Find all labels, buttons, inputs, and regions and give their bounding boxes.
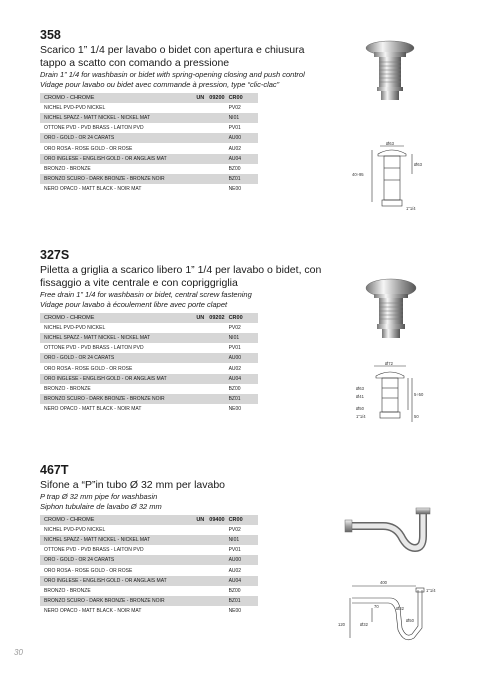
dim-label: 50 xyxy=(414,414,419,419)
title-italian: Sifone a “P”in tubo Ø 32 mm per lavabo xyxy=(40,479,226,491)
finish-name: NICHEL SPAZZ - MATT NICKEL - NICKEL MAT xyxy=(40,333,167,343)
table-row xyxy=(40,133,258,143)
table-row xyxy=(40,535,258,545)
title-french: Vidage pour lavabo à écoulement libre avec porte clapet xyxy=(40,300,228,309)
finish-name: ORO INGLESE - ENGLISH GOLD - OR ANGLAIS MAT xyxy=(40,374,167,384)
finish-suffix: BZ00 xyxy=(229,384,258,394)
dim-label: Ø63 xyxy=(414,162,422,167)
finish-name: ORO ROSA - ROSE GOLD - OR ROSE xyxy=(40,565,167,575)
finish-name: CROMO - CHROME xyxy=(40,313,167,323)
dim-label: 40÷95 xyxy=(352,172,364,177)
dim-label: Ø50 xyxy=(406,618,414,623)
table-row xyxy=(40,555,258,565)
finish-suffix: AU00 xyxy=(229,133,258,143)
finish-name: ORO INGLESE - ENGLISH GOLD - OR ANGLAIS MAT xyxy=(40,154,167,164)
dim-label: 120 xyxy=(338,622,345,627)
finish-name: BRONZO SCURO - DARK BRONZE - BRONZE NOIR xyxy=(40,596,167,606)
dim-label: Ø32 xyxy=(360,622,368,627)
finish-name: ORO INGLESE - ENGLISH GOLD - OR ANGLAIS MAT xyxy=(40,576,167,586)
finish-name: NICHEL PVD-PVD NICKEL xyxy=(40,323,167,333)
finish-suffix: AU02 xyxy=(229,565,258,575)
finish-name: NERO OPACO - MATT BLACK - NOIR MAT xyxy=(40,184,167,194)
dim-label: Ø32 xyxy=(396,606,404,611)
grid-drain-photo xyxy=(362,276,420,340)
finish-suffix: CR00 xyxy=(229,515,258,525)
table-row xyxy=(40,384,258,394)
finish-suffix: BZ01 xyxy=(229,394,258,404)
finish-suffix: PV01 xyxy=(229,123,258,133)
finish-suffix: CR00 xyxy=(229,313,258,323)
finish-name: OTTONE PVD - PVD BRASS - LAITON PVD xyxy=(40,545,167,555)
p-trap-photo xyxy=(343,506,438,566)
table-row xyxy=(40,515,258,525)
table-row xyxy=(40,404,258,414)
finish-name: BRONZO - BRONZE xyxy=(40,384,167,394)
finish-suffix: NE00 xyxy=(229,184,258,194)
table-row xyxy=(40,394,258,404)
finish-suffix: NI01 xyxy=(229,333,258,343)
product-code: 358 xyxy=(40,28,61,42)
finish-suffix: AU02 xyxy=(229,143,258,153)
dim-label: 1"1/4 xyxy=(356,414,366,419)
finish-suffix: PV02 xyxy=(229,525,258,535)
table-row xyxy=(40,353,258,363)
dim-label: 1"1/4 xyxy=(426,588,436,593)
finish-name: BRONZO SCURO - DARK BRONZE - BRONZE NOIR xyxy=(40,394,167,404)
title-english: Drain 1” 1/4 for washbasin or bidet with spring-opening closing and push control xyxy=(40,70,305,79)
product-code: 327S xyxy=(40,248,70,262)
table-row xyxy=(40,363,258,373)
finish-name: BRONZO - BRONZE xyxy=(40,164,167,174)
table-row xyxy=(40,525,258,535)
article-code: UN 09400 xyxy=(167,515,229,525)
finish-suffix: BZ00 xyxy=(229,164,258,174)
finish-suffix: AU04 xyxy=(229,374,258,384)
product-code: 467T xyxy=(40,463,69,477)
finish-name: OTTONE PVD - PVD BRASS - LAITON PVD xyxy=(40,343,167,353)
title-italian: Scarico 1” 1/4 per lavabo o bidet con apertura e chiusura tappo a scatto con comando a pressione xyxy=(40,44,305,69)
table-row xyxy=(40,586,258,596)
finish-suffix: AU02 xyxy=(229,363,258,373)
table-row xyxy=(40,576,258,586)
table-row xyxy=(40,174,258,184)
finish-suffix: BZ01 xyxy=(229,596,258,606)
finish-suffix: PV02 xyxy=(229,323,258,333)
title-english: Free drain 1” 1/4 for washbasin or bidet, central screw fastening xyxy=(40,290,252,299)
finish-name: ORO - GOLD - OR 24 CARATS xyxy=(40,133,167,143)
finish-table xyxy=(40,313,258,414)
finish-name: CROMO - CHROME xyxy=(40,515,167,525)
finish-table xyxy=(40,93,258,194)
finish-name: NICHEL PVD-PVD NICKEL xyxy=(40,103,167,113)
finish-name: CROMO - CHROME xyxy=(40,93,167,103)
finish-name: BRONZO SCURO - DARK BRONZE - BRONZE NOIR xyxy=(40,174,167,184)
dim-label: 400 xyxy=(380,580,387,585)
drain-photo xyxy=(360,38,420,102)
finish-table xyxy=(40,515,258,616)
title-english: P trap Ø 32 mm pipe for washbasin xyxy=(40,492,158,501)
table-row xyxy=(40,545,258,555)
table-row xyxy=(40,343,258,353)
finish-name: NICHEL SPAZZ - MATT NICKEL - NICKEL MAT xyxy=(40,535,167,545)
finish-suffix: AU00 xyxy=(229,353,258,363)
table-row xyxy=(40,103,258,113)
finish-name: NERO OPACO - MATT BLACK - NOIR MAT xyxy=(40,404,167,414)
finish-name: NICHEL SPAZZ - MATT NICKEL - NICKEL MAT xyxy=(40,113,167,123)
finish-suffix: BZ01 xyxy=(229,174,258,184)
finish-suffix: PV02 xyxy=(229,103,258,113)
finish-suffix: AU00 xyxy=(229,555,258,565)
dim-label: Ø50 xyxy=(356,406,364,411)
title-italian: Piletta a griglia a scarico libero 1” 1/4 per lavabo o bidet, con fissaggio a vite centrale e con copriggriglia xyxy=(40,264,322,289)
finish-name: ORO - GOLD - OR 24 CARATS xyxy=(40,555,167,565)
dim-label: Ø63 xyxy=(356,386,364,391)
finish-suffix: NE00 xyxy=(229,404,258,414)
table-row xyxy=(40,154,258,164)
article-code: UN 09202 xyxy=(167,313,229,323)
technical-drawing xyxy=(350,140,450,218)
table-row xyxy=(40,123,258,133)
finish-suffix: CR00 xyxy=(229,93,258,103)
finish-suffix: AU04 xyxy=(229,154,258,164)
table-row xyxy=(40,323,258,333)
table-row xyxy=(40,113,258,123)
title-french: Siphon tubulaire de lavabo Ø 32 mm xyxy=(40,502,162,511)
article-code: UN 09200 xyxy=(167,93,229,103)
finish-suffix: PV01 xyxy=(229,343,258,353)
dim-label: 1"1/4 xyxy=(406,206,416,211)
dim-label: 5÷50 xyxy=(414,392,424,397)
finish-name: NERO OPACO - MATT BLACK - NOIR MAT xyxy=(40,606,167,616)
technical-drawing xyxy=(352,360,452,438)
finish-name: OTTONE PVD - PVD BRASS - LAITON PVD xyxy=(40,123,167,133)
table-row xyxy=(40,596,258,606)
finish-suffix: NE00 xyxy=(229,606,258,616)
table-row xyxy=(40,313,258,323)
finish-suffix: NI01 xyxy=(229,535,258,545)
table-row xyxy=(40,164,258,174)
title-french: Vidage pour lavabo ou bidet avec commande à pression, type “clic-clac” xyxy=(40,80,280,89)
table-row xyxy=(40,565,258,575)
finish-name: ORO ROSA - ROSE GOLD - OR ROSE xyxy=(40,143,167,153)
finish-name: ORO ROSA - ROSE GOLD - OR ROSE xyxy=(40,363,167,373)
dim-label: Ø72 xyxy=(385,361,393,366)
finish-suffix: NI01 xyxy=(229,113,258,123)
dim-label: Ø41 xyxy=(356,394,364,399)
finish-name: ORO - GOLD - OR 24 CARATS xyxy=(40,353,167,363)
table-row xyxy=(40,143,258,153)
finish-suffix: BZ00 xyxy=(229,586,258,596)
table-row xyxy=(40,184,258,194)
table-row xyxy=(40,333,258,343)
table-row xyxy=(40,606,258,616)
finish-name: BRONZO - BRONZE xyxy=(40,586,167,596)
dim-label: 70 xyxy=(374,604,379,609)
page-number: 30 xyxy=(14,648,23,657)
finish-name: NICHEL PVD-PVD NICKEL xyxy=(40,525,167,535)
table-row xyxy=(40,93,258,103)
dim-label: Ø63 xyxy=(386,141,394,146)
finish-suffix: AU04 xyxy=(229,576,258,586)
technical-drawing xyxy=(336,578,446,648)
table-row xyxy=(40,374,258,384)
finish-suffix: PV01 xyxy=(229,545,258,555)
